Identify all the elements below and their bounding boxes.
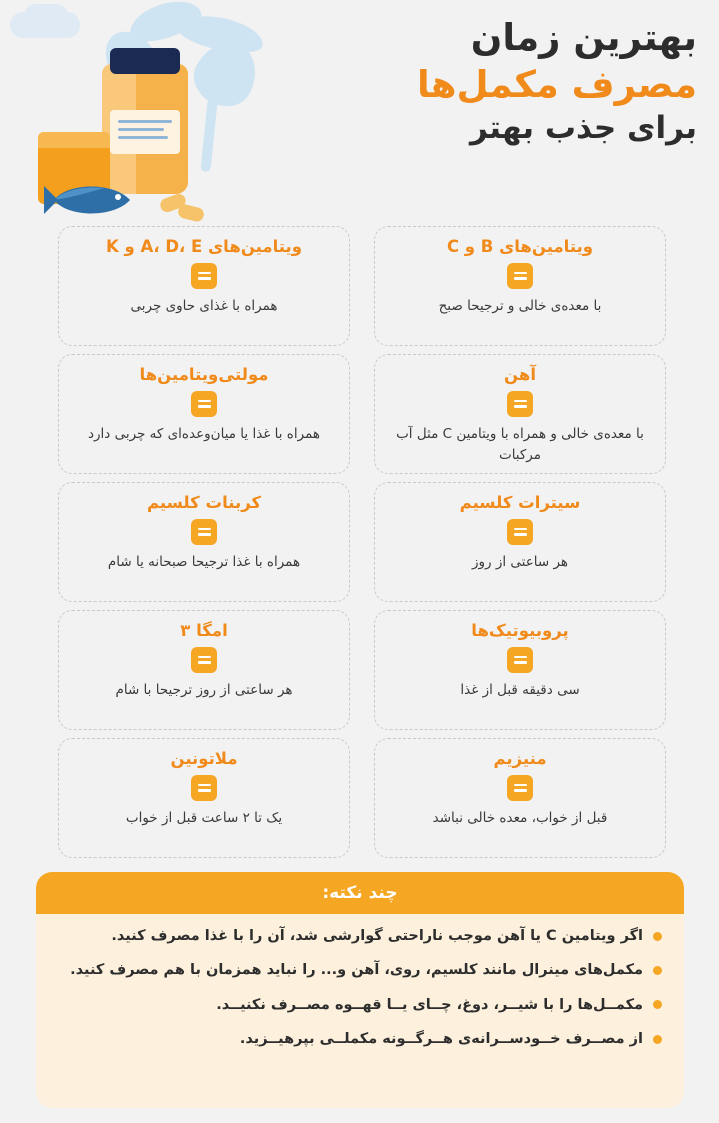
card-title: ویتامین‌های A، D، E و K [106,237,302,256]
cloud-shape [24,4,68,28]
equals-icon [507,391,533,417]
card-title: امگا ۳ [180,621,228,640]
card-title: آهن [504,365,536,384]
notes-panel [36,872,684,1108]
card-title: کربنات کلسیم [146,493,262,512]
card-title: منیزیم [493,749,547,768]
bottle-cap-icon [110,48,180,74]
equals-icon [191,775,217,801]
card-description: با معده‌ی خالی و همراه با ویتامین C مثل آب مرکبات [396,425,644,464]
card-title: ملاتونین [170,749,238,768]
bullet-dot-icon [653,966,662,975]
label-line [118,120,172,123]
supplement-card [58,738,350,858]
card-description: یک تا ۲ ساعت قبل از خواب [125,809,283,826]
label-line [118,128,164,131]
notes-heading: چند نکته: [36,872,684,914]
list-item [58,960,662,980]
title-line-1: بهترین زمان [470,16,697,59]
note-text: مکمــل‌ها را با شیــر، دوغ، چــای یــا قهــوه مصــرف نکنیــد. [216,996,643,1013]
card-description: همراه با غذا ترجیحا صبحانه یا شام [107,553,301,570]
supplement-card [374,738,666,858]
card-title: سیترات کلسیم [459,493,581,512]
equals-icon [191,519,217,545]
note-text: مکمل‌های مینرال مانند کلسیم، روی، آهن و... را نباید همزمان با هم مصرف کنید. [70,962,643,979]
box-top [38,132,110,148]
equals-icon [507,775,533,801]
equals-icon [507,263,533,289]
card-description: همراه با غذای حاوی چربی [130,297,278,314]
supplement-card [374,482,666,602]
card-title: پروبیوتیک‌ها [471,621,569,640]
supplement-card [58,610,350,730]
title-line-3: برای جذب بهتر [470,109,697,146]
bottle-label [110,110,180,154]
supplement-card [58,354,350,474]
list-item [58,1029,662,1049]
equals-icon [191,391,217,417]
notes-list [36,914,684,1049]
card-description: سی دقیقه قبل از غذا [460,681,580,698]
supplement-card [374,354,666,474]
card-description: همراه با غذا یا میان‌وعده‌ای که چربی دارد [87,425,321,442]
title-line-2: مصرف مکمل‌ها [416,63,697,107]
equals-icon [191,263,217,289]
header [0,0,719,228]
card-description: هر ساعتی از روز ترجیحا با شام [115,681,293,698]
note-text: اگر ویتامین C یا آهن موجب ناراحتی گوارشی شد، آن را با غذا مصرف کنید. [111,928,643,944]
bullet-dot-icon [653,1000,662,1009]
equals-icon [507,519,533,545]
supplement-card [58,482,350,602]
fish-icon [44,180,140,220]
supplement-illustration [10,4,280,229]
pill-icon [177,203,206,223]
supplement-card [374,226,666,346]
label-line [118,136,168,139]
card-title: ویتامین‌های B و C [446,237,594,256]
supplement-card-grid [58,226,666,866]
equals-icon [507,647,533,673]
supplement-card [374,610,666,730]
card-title: مولتی‌ویتامین‌ها [139,365,269,384]
list-item [58,926,662,946]
list-item [58,995,662,1015]
bullet-dot-icon [653,932,662,941]
card-description: با معده‌ی خالی و ترجیحا صبح [438,297,602,314]
card-description: قبل از خواب، معده خالی نباشد [432,809,608,826]
equals-icon [191,647,217,673]
note-text: از مصــرف خــودســرانه‌ی هــرگــونه مکملــی بپرهیــزید. [239,1030,643,1047]
card-description: هر ساعتی از روز [471,553,569,570]
bullet-dot-icon [653,1035,662,1044]
supplement-card [58,226,350,346]
page-title [277,14,697,148]
